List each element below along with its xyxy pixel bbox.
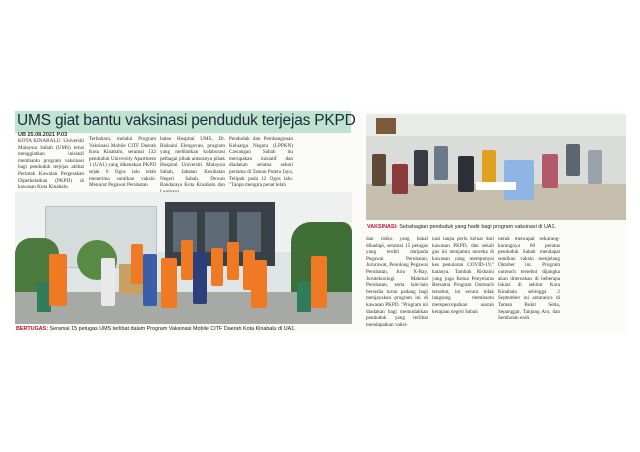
- photo-left-caption-tag: BERTUGAS:: [16, 326, 49, 332]
- article-col-7-continued: Program outreach tersebut dijangka akan diteruskan di beberapa lokasi di sekitar Kota Kinabalu sehingga 2 September ini antaranya di Taman Bukit Setia, Sepanggar, Tanjung Aru, dan Sembulan endi.: [498, 262, 560, 322]
- article-col-2: [89, 136, 156, 188]
- photo-ums-staff: [15, 192, 352, 324]
- photo-vaccination-hall: [366, 114, 626, 220]
- article-col-3: batan Hospital UMS, Dr. Rishaini Elengovan, program yang melibatkan kolaborasi pelbagai pihak antaranya pihak Hospital Universiti Malaysia Sabah, Jabatan Kesihatan Negeri Sabah, Dewan Bandaraya Kota Kinabalu dan: [160, 136, 225, 189]
- article-col-6-text: nasi tanpa perlu keluar dari kawasan PKPD, dan sekali gus ini menjamin mereka di kawasan yang mempunyai kes penularan COVID-19," katanya.: [432, 236, 494, 275]
- article-col-6: [432, 236, 494, 332]
- article-col-4: [229, 136, 293, 188]
- article-dateline: UB 25.08.2021 P.03: [18, 132, 68, 138]
- photo-left-caption: [16, 326, 296, 332]
- article-headline: UMS giat bantu vaksinasi penduduk terjejas PKPD: [17, 112, 356, 129]
- article-col-7-text: untuk mencapai sekurang-kurangnya 60 peratus penduduk Sabah mendapat suntikan vaksin menjelang Oktober ini.: [498, 236, 560, 269]
- article-col-4-continued: "Tanpa mengira penat lelah: [229, 182, 286, 189]
- article-col-1: KOTA KINABALU: Universiti Malaysia Sabah (UMS) terus menggiatkan inisiatif membantu program vaksinasi bagi penduduk terjejas akibat Perintah Kawalan Pergerakan Diperketatkan (PKPD) di kawasan Kota Kinabalu.: [18, 138, 84, 191]
- photo-right-caption-text: Sebahagian penduduk yang hadir bagi program vaksinasi di UA1.: [399, 224, 556, 230]
- photo-right-caption-tag: VAKSINASI:: [367, 224, 398, 230]
- photo-right-caption: [367, 224, 556, 230]
- article-col-5-continued: "Program ini diadakan bagi memudahkan penduduk yang terlibat mendapatkan vaksi-: [366, 301, 429, 328]
- article-col-6-continued: Tambah Rishaini yang juga Ketua Penyelaras Bersama Program Outreach tersebut, ini secara tidak langsung membantu mempercepatkan usaran kerajaan negeri Sabah: [432, 268, 494, 315]
- article-col-4-text: Penduduk dan Pembangunan Keluarga Negara (LPPKN) Cawangan Sabah itu merupakan inisiatif dan diadakan selama sehari pertama di Taman Putera Jaya, Telipok pada 12 Ogos lalu.: [229, 136, 293, 182]
- article-col-2-text: Terbaharu, melalui Program Vaksinasi Mobile CITF Daerah Kota Kinabalu, seramai 132 penduduk University Apartment 1 (UA1) yang dikenakan PKPD sejak 6 Ogos lalu telah menerima suntikan vaksin.: [89, 136, 156, 182]
- article-col-5: [366, 236, 428, 332]
- article-col-7: [498, 236, 560, 332]
- article-col-5-text: dan risiko yang bakal dihadapi, seramai 15 petugas yang terdiri daripada Pegawai Perubatan, Jururawat, Penolong Pegawai Perubatan, Juru X-Ray, Juruteknologi Makmal Perubatan, serta lain-lain bersedia turun padang bagi menjayakan program ini di kawasan PKPD.: [366, 236, 428, 308]
- article-col-2-continued: Menurut Pegawai Perubatan: [89, 182, 148, 189]
- photo-left-caption-text: Seramai 15 petugas UMS terlibat dalam Program Vaksinasi Mobile CITF Daerah Kota Kinabalu di UA1.: [49, 326, 296, 332]
